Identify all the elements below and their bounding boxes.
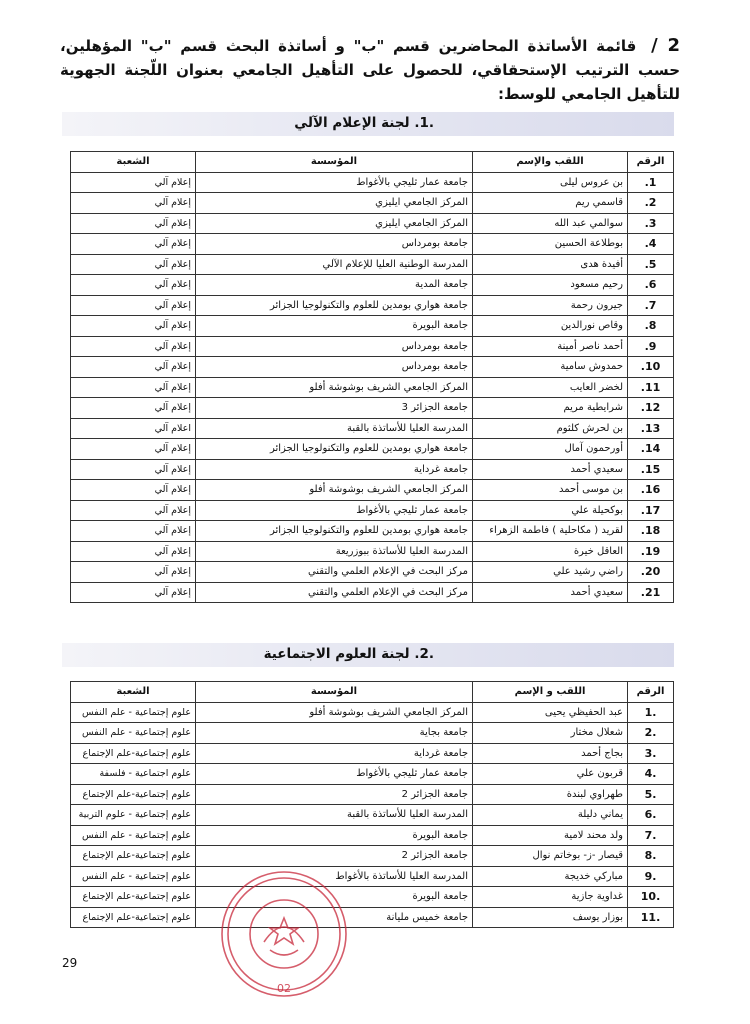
row-number: 17. [628,500,674,521]
table-row [71,295,674,316]
table-row [71,907,674,928]
row-number: .7 [628,825,674,846]
table-row [71,764,674,785]
row-name: حمدوش سامية [473,357,628,378]
table-row [71,254,674,275]
row-number: 21. [628,582,674,603]
section-title-social-sciences [62,643,674,667]
row-name: سوالمي عبد الله [473,213,628,234]
row-number: 3. [628,213,674,234]
row-number: .11 [628,907,674,928]
table-row [71,521,674,542]
row-number: 4. [628,234,674,255]
row-branch: إعلام آلي [71,500,196,521]
row-name: العاقل خيرة [473,541,628,562]
row-name: شعلال مختار [473,723,628,744]
row-name: قربون علي [473,764,628,785]
header-num: الرقم [628,152,674,173]
row-institution: المركز الجامعي ايليزي [196,193,473,214]
row-branch: إعلام آلي [71,377,196,398]
table-header-row [71,152,674,173]
row-name: بن لحرش كلثوم [473,418,628,439]
row-number: .5 [628,784,674,805]
row-number: .9 [628,866,674,887]
row-name: شرايطية مريم [473,398,628,419]
row-name: طهراوي لبندة [473,784,628,805]
row-institution: جامعة البويرة [196,825,473,846]
row-institution: جامعة الجزائر 2 [196,846,473,867]
row-institution: المركز الجامعي الشريف بوشوشة أفلو [196,377,473,398]
section-title-text: .2. لجنة العلوم الاجتماعية [263,646,434,662]
row-number: 13. [628,418,674,439]
row-name: رحيم مسعود [473,275,628,296]
row-institution: المركز الجامعي الشريف بوشوشة أفلو [196,480,473,501]
row-branch: اعلام آلي [71,418,196,439]
row-number: .6 [628,805,674,826]
table-row [71,702,674,723]
row-name: قيصار -ز- بوخاتم نوال [473,846,628,867]
row-name: أورحمون آمال [473,439,628,460]
row-institution: جامعة الجزائر 2 [196,784,473,805]
table-body [71,172,674,603]
table-row [71,480,674,501]
stamp-number: 02 [277,982,291,995]
row-number: 20. [628,562,674,583]
table-row [71,418,674,439]
row-branch: علوم إجتماعية - علم النفس [71,702,196,723]
heading-number: 2 / [651,35,680,56]
row-branch: إعلام آلي [71,316,196,337]
row-name: سعيدي أحمد [473,459,628,480]
table-row [71,234,674,255]
header-name: اللقب و الإسم [473,682,628,703]
row-institution: جامعة البويرة [196,887,473,908]
table-row [71,193,674,214]
row-number: 18. [628,521,674,542]
section-title-text: .1. لجنة الإعلام الآلي [294,115,434,131]
row-number: 6. [628,275,674,296]
row-institution: جامعة البويرة [196,316,473,337]
row-branch: إعلام آلي [71,193,196,214]
row-institution: جامعة هواري بومدين للعلوم والتكنولوجيا الجزائر [196,439,473,460]
row-name: يماني دليلة [473,805,628,826]
row-institution: المدرسة العليا للأساتذة بالقبة [196,418,473,439]
row-institution: جامعة غرداية [196,459,473,480]
row-branch: علوم إجتماعية - علم النفس [71,825,196,846]
row-name: سعيدي أحمد [473,582,628,603]
table-row [71,336,674,357]
row-branch: إعلام آلي [71,480,196,501]
row-institution: جامعة هواري بومدين للعلوم والتكنولوجيا الجزائر [196,295,473,316]
row-name: وقاص نورالدين [473,316,628,337]
header-branch: الشعبة [71,682,196,703]
row-institution: المدرسة العليا للأساتذة ببوزريعة [196,541,473,562]
row-branch: علوم إجتماعية-علم الإجتماع [71,846,196,867]
row-institution: جامعة المدية [196,275,473,296]
page-number: 29 [62,956,78,970]
table-row [71,316,674,337]
row-institution: المركز الجامعي الشريف بوشوشة أفلو [196,702,473,723]
row-number: 15. [628,459,674,480]
row-branch: إعلام آلي [71,336,196,357]
row-institution: جامعة عمار ثليجي بالأغواط [196,500,473,521]
table-row [71,866,674,887]
row-institution: جامعة خميس مليانة [196,907,473,928]
row-institution: جامعة هواري بومدين للعلوم والتكنولوجيا الجزائر [196,521,473,542]
row-number: .3 [628,743,674,764]
table-row [71,562,674,583]
row-branch: إعلام آلي [71,521,196,542]
section-title-computing [62,112,674,136]
row-number: .4 [628,764,674,785]
header-institution: المؤسسة [196,152,473,173]
heading-text: قائمة الأساتذة المحاضرين قسم "ب" و أساتذة البحث قسم "ب" المؤهلين، حسب الترتيب الإستحقاقي، للحصول على التأهيل الجامعي بعنوان اللّجنة الجهوية للتأهيل الجامعي للوسط: [60,37,680,103]
table-body [71,702,674,928]
row-number: 8. [628,316,674,337]
row-branch: علوم إجتماعية-علم الإجتماع [71,784,196,805]
row-name: مباركي خديجة [473,866,628,887]
table-row [71,846,674,867]
row-name: بن عروس ليلى [473,172,628,193]
row-branch: إعلام آلي [71,398,196,419]
table-row [71,213,674,234]
row-branch: إعلام آلي [71,582,196,603]
row-institution: جامعة الجزائر 3 [196,398,473,419]
table-row [71,398,674,419]
row-branch: إعلام آلي [71,459,196,480]
social-sciences-committee-table [70,681,674,928]
row-branch: علوم إجتماعية - علم النفس [71,723,196,744]
row-name: لخضر العايب [473,377,628,398]
row-branch: إعلام آلي [71,295,196,316]
row-branch: علوم إجتماعية - علم النفس [71,866,196,887]
table-row [71,357,674,378]
row-branch: إعلام آلي [71,213,196,234]
row-name: بوزار يوسف [473,907,628,928]
table-row [71,805,674,826]
row-number: 10. [628,357,674,378]
row-name: بجاج أحمد [473,743,628,764]
table-row [71,275,674,296]
row-institution: المدرسة الوطنية العليا للإعلام الآلي [196,254,473,275]
row-institution: جامعة عمار ثليجي بالأغواط [196,172,473,193]
row-name: بوكحيلة علي [473,500,628,521]
row-name: لقريد ( مكاحلية ) فاطمة الزهراء [473,521,628,542]
header-num: الرقم [628,682,674,703]
row-number: .10 [628,887,674,908]
row-number: 14. [628,439,674,460]
row-name: أحمد ناصر أمينة [473,336,628,357]
row-name: جيرون رحمة [473,295,628,316]
row-institution: جامعة بجاية [196,723,473,744]
row-branch: علوم إجتماعية-علم الإجتماع [71,887,196,908]
header-name: اللقب والإسم [473,152,628,173]
table-row [71,743,674,764]
row-number: 5. [628,254,674,275]
row-branch: إعلام آلي [71,357,196,378]
row-branch: إعلام آلي [71,275,196,296]
header-branch: الشعبة [71,152,196,173]
table-row [71,500,674,521]
row-institution: المدرسة العليا للأساتذة بالأغواط [196,866,473,887]
row-name: أفيدة هدى [473,254,628,275]
header-institution: المؤسسة [196,682,473,703]
row-branch: إعلام آلي [71,254,196,275]
row-name: ولد محند لامية [473,825,628,846]
row-number: 7. [628,295,674,316]
list-heading [60,34,680,106]
table-row [71,377,674,398]
computing-committee-table [70,151,674,603]
row-number: .1 [628,702,674,723]
row-institution: مركز البحث في الإعلام العلمي والتقني [196,582,473,603]
row-branch: إعلام آلي [71,541,196,562]
row-branch: علوم إجتماعية-علم الإجتماع [71,743,196,764]
table-row [71,825,674,846]
row-number: 11. [628,377,674,398]
row-institution: مركز البحث في الإعلام العلمي والتقني [196,562,473,583]
row-name: بن موسى أحمد [473,480,628,501]
table-header-row [71,682,674,703]
table-row [71,887,674,908]
row-institution: جامعة بومرداس [196,357,473,378]
table-row [71,172,674,193]
row-institution: المدرسة العليا للأساتذة بالقبة [196,805,473,826]
row-number: 9. [628,336,674,357]
table-row [71,439,674,460]
row-institution: جامعة بومرداس [196,336,473,357]
table-row [71,582,674,603]
row-number: 16. [628,480,674,501]
table-row [71,459,674,480]
row-branch: إعلام آلي [71,172,196,193]
row-institution: جامعة عمار ثليجي بالأغواط [196,764,473,785]
row-institution: المركز الجامعي ايليزي [196,213,473,234]
row-branch: علوم اجتماعية - فلسفة [71,764,196,785]
table-row [71,784,674,805]
row-number: 2. [628,193,674,214]
row-branch: علوم إجتماعية-علم الإجتماع [71,907,196,928]
row-branch: علوم إجتماعية - علوم التربية [71,805,196,826]
row-number: 1. [628,172,674,193]
table-row [71,723,674,744]
row-number: .2 [628,723,674,744]
row-branch: إعلام آلي [71,562,196,583]
row-name: عبد الحفيظي يحيى [473,702,628,723]
row-number: 19. [628,541,674,562]
row-name: قاسمي ريم [473,193,628,214]
row-name: بوطلاعة الحسين [473,234,628,255]
row-name: راضي رشيد علي [473,562,628,583]
row-name: غداوية جازية [473,887,628,908]
row-branch: إعلام آلي [71,439,196,460]
row-institution: جامعة غرداية [196,743,473,764]
row-branch: إعلام آلي [71,234,196,255]
table-row [71,541,674,562]
row-number: .8 [628,846,674,867]
row-institution: جامعة بومرداس [196,234,473,255]
row-number: 12. [628,398,674,419]
